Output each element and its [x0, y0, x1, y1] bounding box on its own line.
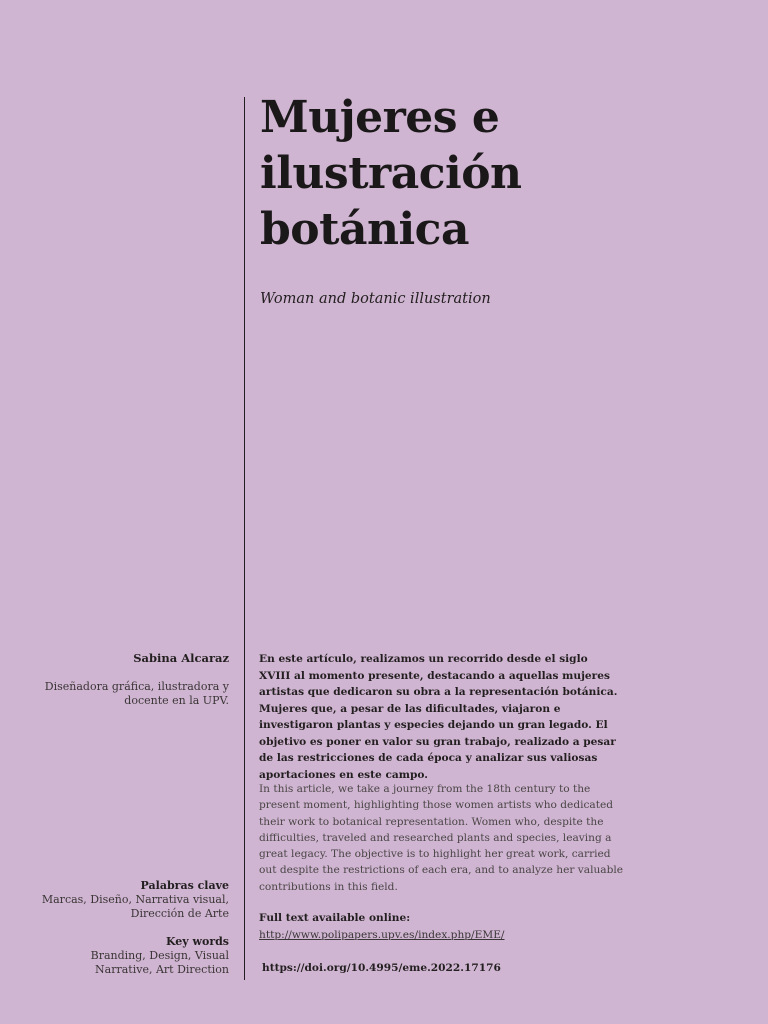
- title-line-2: ilustración: [260, 148, 522, 199]
- keywords-es-heading: Palabras clave: [140, 879, 229, 892]
- article-title: [260, 90, 680, 258]
- abstract-spanish: En este artículo, realizamos un recorrido desde el siglo XVIII al momento presente, destacando a aquellas mujeres artistas que dedicaron su obra a la representación botánica. Mujeres que, a pesar de las dificultades, viajaron e investigaron plantas y especies dejando un gran legado. El objetivo es poner en valor su gran trabajo, realizado a pesar de las restricciones de cada época y analizar sus valiosas aportaciones en este campo.: [259, 653, 618, 781]
- vertical-divider: [244, 97, 245, 980]
- fulltext-label: Full text available online:: [259, 912, 411, 924]
- keywords-en-heading: Key words: [165, 935, 229, 948]
- keywords-en-list: Branding, Design, Visual Narrative, Art Direction: [90, 949, 229, 976]
- author-affiliation: Diseñadora gráfica, ilustradora y docente en la UPV.: [44, 680, 229, 707]
- fulltext-link[interactable]: http://www.polipapers.upv.es/index.php/EME/: [259, 929, 505, 941]
- title-line-1: Mujeres e: [260, 92, 500, 143]
- doi-link[interactable]: https://doi.org/10.4995/eme.2022.17176: [262, 962, 501, 974]
- keywords-es-list: Marcas, Diseño, Narrativa visual, Dirección de Arte: [41, 893, 229, 920]
- article-subtitle: Woman and botanic illustration: [260, 291, 491, 307]
- title-line-3: botánica: [260, 204, 469, 255]
- author-name: Sabina Alcaraz: [133, 651, 229, 665]
- abstract-english: In this article, we take a journey from the 18th century to the present moment, highlighting those women artists who dedicated their work to botanical representation. Women who, despite the difficulties, traveled and researched plants and species, leaving a great legacy. The objective is to highlight her great work, carried out despite the restrictions of each era, and to analyze her valuable contributions in this field.: [259, 783, 624, 893]
